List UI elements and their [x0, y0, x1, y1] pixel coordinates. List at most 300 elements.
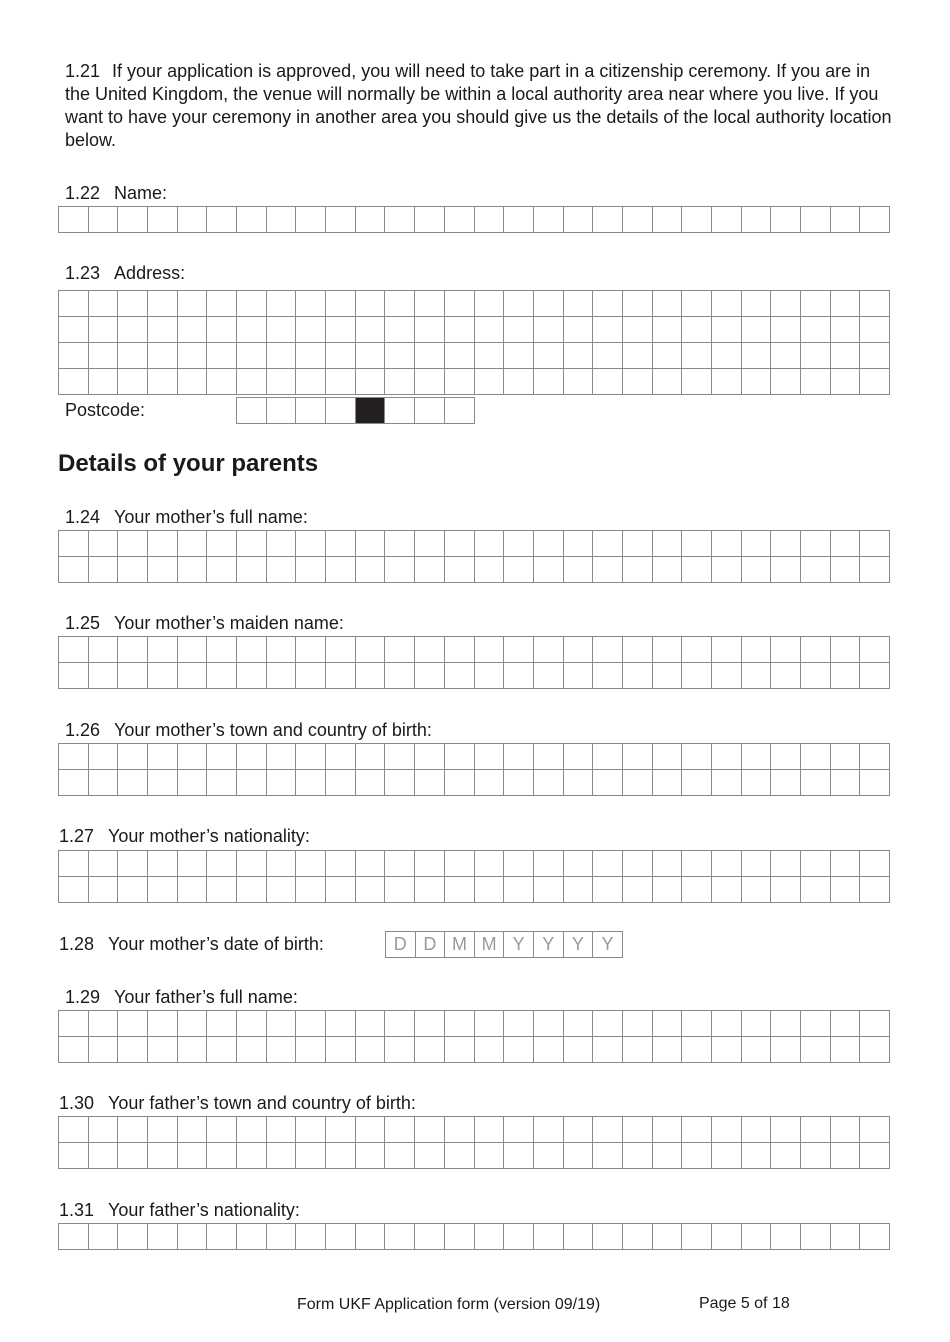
char-box[interactable] [593, 1143, 623, 1169]
char-box[interactable] [564, 369, 594, 395]
char-box[interactable] [534, 1143, 564, 1169]
char-box[interactable] [742, 1143, 772, 1169]
char-box[interactable] [237, 1224, 267, 1250]
char-box[interactable] [623, 663, 653, 689]
char-box[interactable] [89, 1011, 119, 1037]
char-box[interactable] [801, 1037, 831, 1063]
char-box[interactable] [653, 1224, 683, 1250]
postcode-field[interactable] [236, 397, 475, 424]
char-box[interactable] [534, 744, 564, 770]
char-box[interactable] [682, 1143, 712, 1169]
char-box[interactable] [831, 1224, 861, 1250]
char-box[interactable] [89, 557, 119, 583]
char-box[interactable] [623, 1117, 653, 1143]
char-box[interactable] [89, 531, 119, 557]
char-box[interactable] [682, 1117, 712, 1143]
char-box[interactable] [445, 1143, 475, 1169]
char-box[interactable] [653, 744, 683, 770]
char-box[interactable] [356, 663, 386, 689]
char-box[interactable] [623, 770, 653, 796]
char-box[interactable] [831, 1011, 861, 1037]
char-box[interactable] [831, 1037, 861, 1063]
char-box[interactable] [742, 1224, 772, 1250]
char-box[interactable] [207, 1117, 237, 1143]
char-box[interactable] [801, 291, 831, 317]
char-box[interactable] [712, 1224, 742, 1250]
char-box[interactable] [385, 1224, 415, 1250]
char-box[interactable] [356, 557, 386, 583]
char-box[interactable] [771, 1011, 801, 1037]
char-box[interactable] [564, 1224, 594, 1250]
char-box[interactable] [801, 531, 831, 557]
char-box[interactable] [356, 877, 386, 903]
char-box[interactable] [326, 291, 356, 317]
char-box[interactable] [475, 291, 505, 317]
char-box[interactable] [475, 637, 505, 663]
char-box[interactable] [742, 557, 772, 583]
char-box[interactable] [534, 369, 564, 395]
char-box[interactable] [445, 207, 475, 233]
char-box[interactable] [267, 1224, 297, 1250]
char-box[interactable] [504, 1011, 534, 1037]
char-box[interactable] [148, 663, 178, 689]
char-box[interactable] [653, 877, 683, 903]
char-box[interactable] [267, 1037, 297, 1063]
char-box[interactable] [415, 663, 445, 689]
char-box[interactable] [771, 557, 801, 583]
char-box[interactable] [296, 1117, 326, 1143]
char-box[interactable] [831, 207, 861, 233]
char-box[interactable] [831, 343, 861, 369]
char-box[interactable] [682, 1011, 712, 1037]
char-box[interactable] [475, 877, 505, 903]
char-box[interactable] [445, 1037, 475, 1063]
char-box[interactable] [593, 877, 623, 903]
char-box[interactable] [534, 557, 564, 583]
char-box[interactable] [712, 207, 742, 233]
char-box[interactable] [59, 851, 89, 877]
mother-full-name-field[interactable] [58, 530, 890, 583]
char-box[interactable] [296, 851, 326, 877]
name-field[interactable] [58, 206, 890, 233]
char-box[interactable] [326, 1037, 356, 1063]
char-box[interactable] [267, 343, 297, 369]
char-box[interactable] [653, 637, 683, 663]
char-box[interactable] [118, 557, 148, 583]
char-box[interactable] [89, 317, 119, 343]
char-box[interactable] [682, 531, 712, 557]
char-box[interactable] [178, 1011, 208, 1037]
char-box[interactable] [623, 291, 653, 317]
postcode-box[interactable] [445, 398, 475, 424]
char-box[interactable] [801, 1224, 831, 1250]
char-box[interactable] [59, 637, 89, 663]
char-box[interactable] [564, 343, 594, 369]
char-box[interactable] [860, 637, 890, 663]
char-box[interactable] [564, 770, 594, 796]
char-box[interactable] [831, 744, 861, 770]
char-box[interactable] [831, 663, 861, 689]
char-box[interactable] [475, 1037, 505, 1063]
char-box[interactable] [742, 207, 772, 233]
char-box[interactable] [682, 557, 712, 583]
char-box[interactable] [445, 369, 475, 395]
char-box[interactable] [860, 663, 890, 689]
char-box[interactable] [771, 1224, 801, 1250]
mother-nationality-field[interactable] [58, 850, 890, 903]
char-box[interactable] [385, 317, 415, 343]
char-box[interactable] [178, 877, 208, 903]
char-box[interactable] [771, 531, 801, 557]
char-box[interactable] [296, 531, 326, 557]
char-box[interactable] [623, 851, 653, 877]
char-box[interactable] [445, 877, 475, 903]
char-box[interactable] [385, 557, 415, 583]
char-box[interactable] [860, 877, 890, 903]
char-box[interactable] [237, 291, 267, 317]
char-box[interactable] [564, 291, 594, 317]
char-box[interactable] [504, 557, 534, 583]
char-box[interactable] [712, 291, 742, 317]
char-box[interactable] [148, 877, 178, 903]
char-box[interactable] [475, 207, 505, 233]
char-box[interactable] [89, 663, 119, 689]
char-box[interactable] [296, 369, 326, 395]
char-box[interactable] [801, 317, 831, 343]
char-box[interactable] [148, 317, 178, 343]
char-box[interactable] [385, 531, 415, 557]
char-box[interactable] [356, 1143, 386, 1169]
char-box[interactable] [178, 291, 208, 317]
char-box[interactable] [564, 744, 594, 770]
char-box[interactable] [237, 369, 267, 395]
char-box[interactable] [207, 1224, 237, 1250]
char-box[interactable] [267, 317, 297, 343]
char-box[interactable] [712, 343, 742, 369]
char-box[interactable] [356, 744, 386, 770]
postcode-box[interactable] [237, 398, 267, 424]
char-box[interactable] [385, 207, 415, 233]
char-box[interactable] [593, 343, 623, 369]
char-box[interactable] [118, 291, 148, 317]
char-box[interactable] [118, 770, 148, 796]
char-box[interactable] [831, 369, 861, 395]
char-box[interactable] [504, 1143, 534, 1169]
dob-year-box[interactable]: Y [534, 932, 564, 958]
char-box[interactable] [356, 1011, 386, 1037]
char-box[interactable] [771, 343, 801, 369]
char-box[interactable] [712, 663, 742, 689]
char-box[interactable] [712, 770, 742, 796]
char-box[interactable] [415, 770, 445, 796]
char-box[interactable] [148, 531, 178, 557]
char-box[interactable] [860, 1224, 890, 1250]
char-box[interactable] [682, 291, 712, 317]
char-box[interactable] [237, 877, 267, 903]
char-box[interactable] [564, 1143, 594, 1169]
char-box[interactable] [475, 1117, 505, 1143]
char-box[interactable] [178, 663, 208, 689]
char-box[interactable] [475, 663, 505, 689]
char-box[interactable] [801, 663, 831, 689]
char-box[interactable] [860, 343, 890, 369]
char-box[interactable] [178, 744, 208, 770]
char-box[interactable] [237, 1117, 267, 1143]
char-box[interactable] [326, 369, 356, 395]
char-box[interactable] [860, 851, 890, 877]
char-box[interactable] [148, 291, 178, 317]
char-box[interactable] [356, 207, 386, 233]
postcode-box[interactable] [296, 398, 326, 424]
char-box[interactable] [385, 343, 415, 369]
char-box[interactable] [385, 1143, 415, 1169]
char-box[interactable] [742, 663, 772, 689]
char-box[interactable] [237, 531, 267, 557]
char-box[interactable] [801, 744, 831, 770]
char-box[interactable] [623, 317, 653, 343]
char-box[interactable] [831, 851, 861, 877]
char-box[interactable] [771, 1037, 801, 1063]
char-box[interactable] [445, 1011, 475, 1037]
char-box[interactable] [504, 317, 534, 343]
char-box[interactable] [267, 851, 297, 877]
char-box[interactable] [564, 637, 594, 663]
char-box[interactable] [445, 637, 475, 663]
char-box[interactable] [801, 1117, 831, 1143]
char-box[interactable] [59, 1011, 89, 1037]
char-box[interactable] [742, 877, 772, 903]
char-box[interactable] [860, 1037, 890, 1063]
mother-birthplace-field[interactable] [58, 743, 890, 796]
char-box[interactable] [267, 369, 297, 395]
father-birthplace-field[interactable] [58, 1116, 890, 1169]
char-box[interactable] [237, 637, 267, 663]
char-box[interactable] [653, 531, 683, 557]
char-box[interactable] [504, 531, 534, 557]
char-box[interactable] [653, 1011, 683, 1037]
char-box[interactable] [475, 1143, 505, 1169]
char-box[interactable] [504, 663, 534, 689]
char-box[interactable] [178, 369, 208, 395]
char-box[interactable] [148, 851, 178, 877]
char-box[interactable] [860, 744, 890, 770]
char-box[interactable] [415, 369, 445, 395]
postcode-box[interactable] [326, 398, 356, 424]
char-box[interactable] [653, 343, 683, 369]
char-box[interactable] [59, 663, 89, 689]
char-box[interactable] [860, 1011, 890, 1037]
char-box[interactable] [653, 1037, 683, 1063]
char-box[interactable] [593, 531, 623, 557]
char-box[interactable] [415, 317, 445, 343]
char-box[interactable] [207, 663, 237, 689]
char-box[interactable] [178, 1037, 208, 1063]
char-box[interactable] [148, 207, 178, 233]
char-box[interactable] [682, 1037, 712, 1063]
char-box[interactable] [267, 557, 297, 583]
char-box[interactable] [59, 1143, 89, 1169]
char-box[interactable] [623, 1224, 653, 1250]
char-box[interactable] [445, 557, 475, 583]
father-full-name-field[interactable] [58, 1010, 890, 1063]
char-box[interactable] [118, 531, 148, 557]
char-box[interactable] [534, 851, 564, 877]
char-box[interactable] [801, 637, 831, 663]
char-box[interactable] [742, 291, 772, 317]
char-box[interactable] [801, 369, 831, 395]
char-box[interactable] [593, 291, 623, 317]
postcode-box[interactable] [385, 398, 415, 424]
dob-day-box[interactable]: D [416, 932, 446, 958]
char-box[interactable] [237, 1143, 267, 1169]
char-box[interactable] [356, 1117, 386, 1143]
char-box[interactable] [742, 1011, 772, 1037]
char-box[interactable] [89, 1117, 119, 1143]
char-box[interactable] [178, 770, 208, 796]
char-box[interactable] [148, 369, 178, 395]
char-box[interactable] [415, 1011, 445, 1037]
char-box[interactable] [534, 1037, 564, 1063]
char-box[interactable] [593, 663, 623, 689]
char-box[interactable] [653, 851, 683, 877]
char-box[interactable] [771, 663, 801, 689]
dob-month-box[interactable]: M [445, 932, 475, 958]
char-box[interactable] [296, 291, 326, 317]
char-box[interactable] [653, 207, 683, 233]
char-box[interactable] [831, 1143, 861, 1169]
char-box[interactable] [356, 343, 386, 369]
char-box[interactable] [593, 1037, 623, 1063]
char-box[interactable] [564, 207, 594, 233]
char-box[interactable] [831, 1117, 861, 1143]
char-box[interactable] [445, 744, 475, 770]
char-box[interactable] [385, 1011, 415, 1037]
char-box[interactable] [504, 343, 534, 369]
char-box[interactable] [653, 1143, 683, 1169]
char-box[interactable] [237, 557, 267, 583]
char-box[interactable] [89, 851, 119, 877]
char-box[interactable] [534, 317, 564, 343]
char-box[interactable] [801, 1143, 831, 1169]
char-box[interactable] [207, 369, 237, 395]
char-box[interactable] [89, 770, 119, 796]
char-box[interactable] [504, 770, 534, 796]
char-box[interactable] [118, 663, 148, 689]
char-box[interactable] [415, 1224, 445, 1250]
char-box[interactable] [742, 744, 772, 770]
char-box[interactable] [207, 1143, 237, 1169]
char-box[interactable] [712, 1117, 742, 1143]
char-box[interactable] [178, 343, 208, 369]
char-box[interactable] [682, 770, 712, 796]
char-box[interactable] [593, 369, 623, 395]
char-box[interactable] [148, 557, 178, 583]
char-box[interactable] [742, 1037, 772, 1063]
char-box[interactable] [860, 317, 890, 343]
char-box[interactable] [623, 557, 653, 583]
char-box[interactable] [385, 637, 415, 663]
char-box[interactable] [118, 207, 148, 233]
char-box[interactable] [564, 877, 594, 903]
char-box[interactable] [296, 1143, 326, 1169]
char-box[interactable] [59, 744, 89, 770]
char-box[interactable] [801, 207, 831, 233]
mother-dob-field[interactable] [385, 931, 623, 958]
char-box[interactable] [712, 851, 742, 877]
char-box[interactable] [89, 1143, 119, 1169]
char-box[interactable] [771, 291, 801, 317]
char-box[interactable] [207, 531, 237, 557]
char-box[interactable] [178, 1117, 208, 1143]
char-box[interactable] [504, 1117, 534, 1143]
char-box[interactable] [771, 317, 801, 343]
char-box[interactable] [296, 1011, 326, 1037]
char-box[interactable] [207, 207, 237, 233]
char-box[interactable] [89, 343, 119, 369]
char-box[interactable] [742, 637, 772, 663]
char-box[interactable] [118, 1143, 148, 1169]
char-box[interactable] [534, 531, 564, 557]
char-box[interactable] [593, 557, 623, 583]
char-box[interactable] [564, 557, 594, 583]
char-box[interactable] [148, 744, 178, 770]
char-box[interactable] [178, 851, 208, 877]
char-box[interactable] [593, 1011, 623, 1037]
char-box[interactable] [653, 369, 683, 395]
char-box[interactable] [267, 1143, 297, 1169]
char-box[interactable] [682, 369, 712, 395]
char-box[interactable] [445, 317, 475, 343]
char-box[interactable] [860, 1117, 890, 1143]
char-box[interactable] [475, 343, 505, 369]
char-box[interactable] [445, 851, 475, 877]
char-box[interactable] [475, 851, 505, 877]
char-box[interactable] [564, 531, 594, 557]
char-box[interactable] [296, 1224, 326, 1250]
char-box[interactable] [831, 531, 861, 557]
char-box[interactable] [385, 291, 415, 317]
char-box[interactable] [296, 317, 326, 343]
char-box[interactable] [148, 1224, 178, 1250]
char-box[interactable] [415, 637, 445, 663]
char-box[interactable] [593, 770, 623, 796]
char-box[interactable] [326, 1117, 356, 1143]
char-box[interactable] [237, 770, 267, 796]
char-box[interactable] [415, 1117, 445, 1143]
char-box[interactable] [475, 369, 505, 395]
char-box[interactable] [326, 744, 356, 770]
char-box[interactable] [118, 343, 148, 369]
char-box[interactable] [178, 1143, 208, 1169]
char-box[interactable] [296, 877, 326, 903]
char-box[interactable] [59, 343, 89, 369]
char-box[interactable] [207, 1037, 237, 1063]
char-box[interactable] [267, 663, 297, 689]
char-box[interactable] [415, 1037, 445, 1063]
char-box[interactable] [712, 744, 742, 770]
char-box[interactable] [385, 744, 415, 770]
char-box[interactable] [653, 1117, 683, 1143]
char-box[interactable] [534, 1224, 564, 1250]
char-box[interactable] [148, 637, 178, 663]
char-box[interactable] [296, 744, 326, 770]
char-box[interactable] [356, 317, 386, 343]
char-box[interactable] [475, 531, 505, 557]
dob-day-box[interactable]: D [386, 932, 416, 958]
char-box[interactable] [653, 770, 683, 796]
char-box[interactable] [445, 291, 475, 317]
char-box[interactable] [356, 291, 386, 317]
